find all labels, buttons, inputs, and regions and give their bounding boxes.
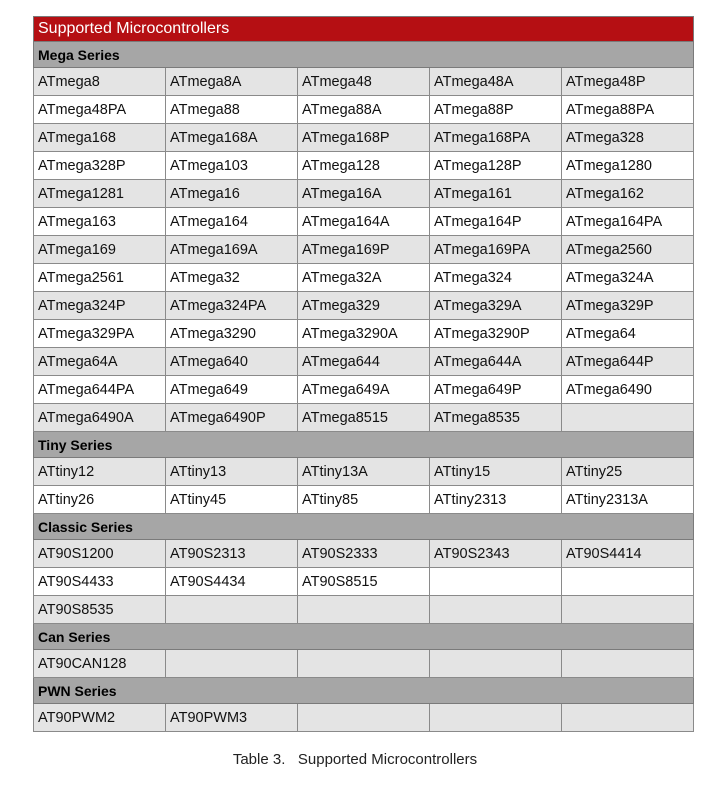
table-row bbox=[34, 152, 694, 180]
microcontroller-cell: ATmega6490 bbox=[562, 376, 694, 404]
table-row bbox=[34, 650, 694, 678]
microcontroller-cell: ATmega103 bbox=[166, 152, 298, 180]
table-row bbox=[34, 180, 694, 208]
microcontroller-cell: ATtiny2313 bbox=[430, 486, 562, 514]
microcontroller-cell bbox=[166, 596, 298, 624]
microcontroller-cell: ATmega324P bbox=[34, 292, 166, 320]
table-title: Supported Microcontrollers bbox=[34, 17, 694, 42]
table-row bbox=[34, 124, 694, 152]
table-row bbox=[34, 96, 694, 124]
microcontroller-cell: ATmega169 bbox=[34, 236, 166, 264]
microcontroller-cell: ATmega328 bbox=[562, 124, 694, 152]
microcontroller-table bbox=[33, 16, 694, 732]
section-title: Mega Series bbox=[34, 42, 694, 68]
microcontroller-cell: AT90S8535 bbox=[34, 596, 166, 624]
microcontroller-cell: ATtiny13A bbox=[298, 458, 430, 486]
microcontroller-cell: ATmega88 bbox=[166, 96, 298, 124]
microcontroller-cell: ATmega163 bbox=[34, 208, 166, 236]
microcontroller-cell: AT90S2343 bbox=[430, 540, 562, 568]
microcontroller-cell: ATmega324 bbox=[430, 264, 562, 292]
microcontroller-cell: ATtiny13 bbox=[166, 458, 298, 486]
microcontroller-cell: ATmega168PA bbox=[430, 124, 562, 152]
table-row bbox=[34, 68, 694, 96]
microcontroller-cell: ATmega8535 bbox=[430, 404, 562, 432]
microcontroller-cell: ATmega64A bbox=[34, 348, 166, 376]
microcontroller-cell: ATmega644P bbox=[562, 348, 694, 376]
section-title: PWN Series bbox=[34, 678, 694, 704]
microcontroller-cell: ATmega16A bbox=[298, 180, 430, 208]
microcontroller-cell bbox=[562, 596, 694, 624]
microcontroller-cell: ATtiny25 bbox=[562, 458, 694, 486]
section-title: Classic Series bbox=[34, 514, 694, 540]
table-title-row bbox=[34, 17, 694, 42]
microcontroller-cell: ATmega128 bbox=[298, 152, 430, 180]
microcontroller-cell bbox=[298, 704, 430, 732]
microcontroller-cell: ATtiny2313A bbox=[562, 486, 694, 514]
microcontroller-cell bbox=[562, 650, 694, 678]
microcontroller-cell: ATmega8515 bbox=[298, 404, 430, 432]
microcontroller-cell: ATtiny15 bbox=[430, 458, 562, 486]
microcontroller-cell: ATmega88P bbox=[430, 96, 562, 124]
microcontroller-cell: ATmega48P bbox=[562, 68, 694, 96]
microcontroller-cell bbox=[166, 650, 298, 678]
microcontroller-cell: ATmega164A bbox=[298, 208, 430, 236]
microcontroller-cell: ATmega32 bbox=[166, 264, 298, 292]
microcontroller-cell: ATmega644A bbox=[430, 348, 562, 376]
microcontroller-cell: ATmega8 bbox=[34, 68, 166, 96]
table-row bbox=[34, 458, 694, 486]
microcontroller-cell: AT90S1200 bbox=[34, 540, 166, 568]
microcontroller-cell: AT90S4434 bbox=[166, 568, 298, 596]
microcontroller-cell: ATmega329P bbox=[562, 292, 694, 320]
table-row bbox=[34, 540, 694, 568]
microcontroller-cell bbox=[430, 568, 562, 596]
microcontroller-cell: ATmega88PA bbox=[562, 96, 694, 124]
microcontroller-cell: ATmega2560 bbox=[562, 236, 694, 264]
microcontroller-cell: ATmega32A bbox=[298, 264, 430, 292]
microcontroller-cell: AT90PWM3 bbox=[166, 704, 298, 732]
table-row bbox=[34, 486, 694, 514]
table-row bbox=[34, 596, 694, 624]
microcontroller-cell: ATtiny45 bbox=[166, 486, 298, 514]
microcontroller-cell bbox=[562, 404, 694, 432]
microcontroller-cell: ATmega3290P bbox=[430, 320, 562, 348]
microcontroller-cell: AT90S2313 bbox=[166, 540, 298, 568]
microcontroller-cell: ATmega3290 bbox=[166, 320, 298, 348]
microcontroller-cell bbox=[298, 650, 430, 678]
table-row bbox=[34, 348, 694, 376]
microcontroller-cell: ATmega164PA bbox=[562, 208, 694, 236]
microcontroller-cell: ATmega168P bbox=[298, 124, 430, 152]
table-row bbox=[34, 568, 694, 596]
section-header-row bbox=[34, 514, 694, 540]
table-row bbox=[34, 264, 694, 292]
table-row bbox=[34, 404, 694, 432]
microcontroller-cell: ATmega168A bbox=[166, 124, 298, 152]
microcontroller-cell: ATmega8A bbox=[166, 68, 298, 96]
microcontroller-cell: AT90S4414 bbox=[562, 540, 694, 568]
microcontroller-cell: ATmega649P bbox=[430, 376, 562, 404]
section-header-row bbox=[34, 624, 694, 650]
microcontroller-cell: ATmega164P bbox=[430, 208, 562, 236]
microcontroller-cell bbox=[430, 704, 562, 732]
microcontroller-cell: ATmega329A bbox=[430, 292, 562, 320]
microcontroller-cell: ATmega128P bbox=[430, 152, 562, 180]
microcontroller-cell: ATmega16 bbox=[166, 180, 298, 208]
microcontroller-cell: ATmega640 bbox=[166, 348, 298, 376]
section-title: Can Series bbox=[34, 624, 694, 650]
microcontroller-cell: ATmega6490A bbox=[34, 404, 166, 432]
microcontroller-cell: ATmega48A bbox=[430, 68, 562, 96]
microcontroller-cell bbox=[562, 704, 694, 732]
section-header-row bbox=[34, 432, 694, 458]
microcontroller-cell: ATmega2561 bbox=[34, 264, 166, 292]
microcontroller-cell: ATmega164 bbox=[166, 208, 298, 236]
microcontroller-cell: ATmega161 bbox=[430, 180, 562, 208]
table-row bbox=[34, 236, 694, 264]
microcontroller-cell: ATmega48 bbox=[298, 68, 430, 96]
microcontroller-cell: ATmega324A bbox=[562, 264, 694, 292]
microcontroller-cell: ATmega168 bbox=[34, 124, 166, 152]
microcontroller-cell: ATmega1281 bbox=[34, 180, 166, 208]
microcontroller-cell bbox=[430, 650, 562, 678]
microcontroller-cell: AT90S2333 bbox=[298, 540, 430, 568]
microcontroller-cell: ATmega64 bbox=[562, 320, 694, 348]
microcontroller-cell: ATmega6490P bbox=[166, 404, 298, 432]
microcontroller-cell: ATmega1280 bbox=[562, 152, 694, 180]
microcontroller-cell: ATmega649A bbox=[298, 376, 430, 404]
microcontroller-cell: ATmega88A bbox=[298, 96, 430, 124]
microcontroller-cell: ATmega3290A bbox=[298, 320, 430, 348]
microcontroller-cell: ATmega48PA bbox=[34, 96, 166, 124]
microcontroller-cell: ATmega169P bbox=[298, 236, 430, 264]
microcontroller-cell bbox=[298, 596, 430, 624]
section-header-row bbox=[34, 678, 694, 704]
table-row bbox=[34, 292, 694, 320]
microcontroller-cell: AT90PWM2 bbox=[34, 704, 166, 732]
section-title: Tiny Series bbox=[34, 432, 694, 458]
table-body bbox=[34, 42, 694, 732]
microcontroller-cell: AT90CAN128 bbox=[34, 650, 166, 678]
microcontroller-cell: ATmega324PA bbox=[166, 292, 298, 320]
section-header-row bbox=[34, 42, 694, 68]
microcontroller-cell: ATmega649 bbox=[166, 376, 298, 404]
table-row bbox=[34, 376, 694, 404]
microcontroller-cell: ATmega644PA bbox=[34, 376, 166, 404]
microcontroller-cell: ATmega328P bbox=[34, 152, 166, 180]
microcontroller-cell: ATmega329PA bbox=[34, 320, 166, 348]
microcontroller-cell: ATmega169PA bbox=[430, 236, 562, 264]
table-row bbox=[34, 208, 694, 236]
table-row bbox=[34, 320, 694, 348]
microcontroller-cell: AT90S8515 bbox=[298, 568, 430, 596]
microcontroller-cell: ATmega644 bbox=[298, 348, 430, 376]
table-row bbox=[34, 704, 694, 732]
table-caption: Table 3. Supported Microcontrollers bbox=[232, 751, 478, 768]
microcontroller-cell: ATtiny12 bbox=[34, 458, 166, 486]
microcontroller-cell: ATmega162 bbox=[562, 180, 694, 208]
microcontroller-cell bbox=[562, 568, 694, 596]
microcontroller-cell: ATtiny26 bbox=[34, 486, 166, 514]
microcontroller-cell: ATtiny85 bbox=[298, 486, 430, 514]
microcontroller-cell bbox=[430, 596, 562, 624]
microcontroller-cell: ATmega169A bbox=[166, 236, 298, 264]
microcontroller-cell: AT90S4433 bbox=[34, 568, 166, 596]
microcontroller-cell: ATmega329 bbox=[298, 292, 430, 320]
